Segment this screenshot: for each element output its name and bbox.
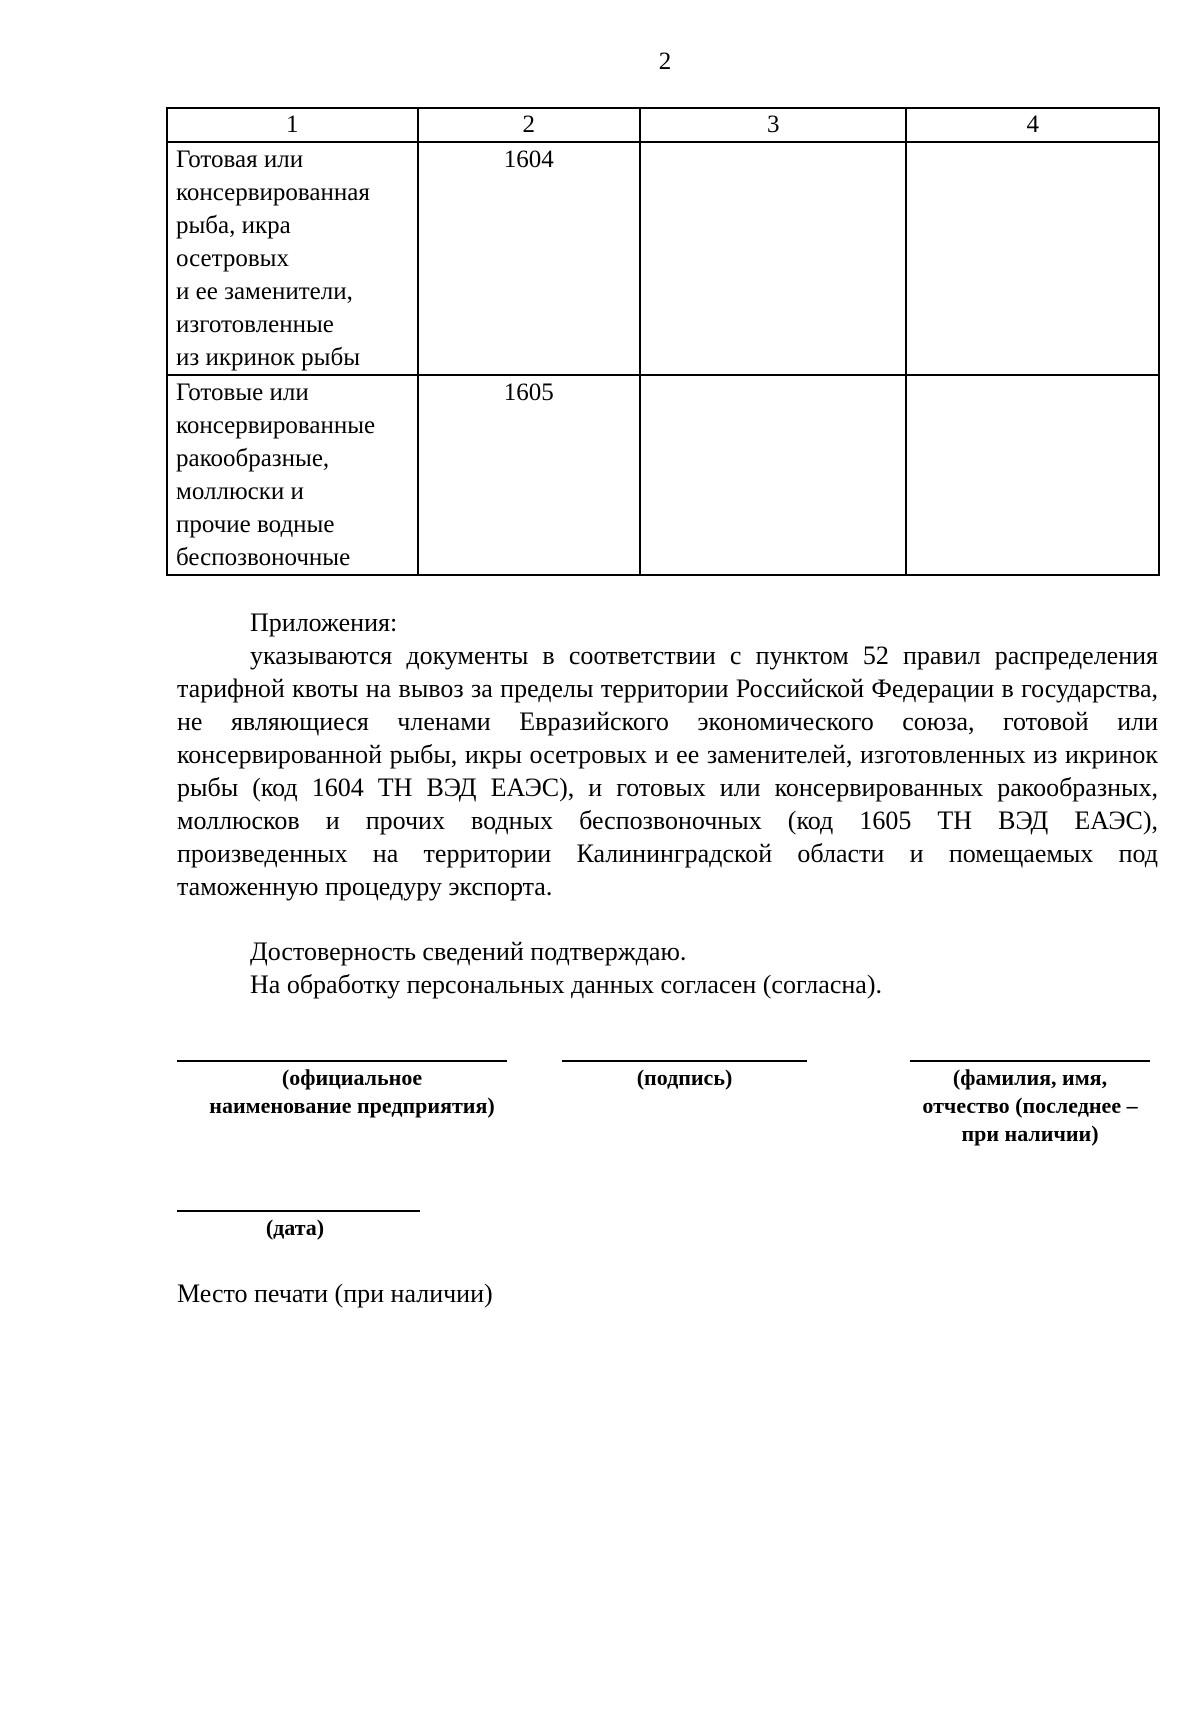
stamp-place: Место печати (при наличии)	[177, 1279, 493, 1308]
date-signature-line	[177, 1210, 420, 1212]
header-cell-3: 3	[640, 108, 907, 142]
attachments-text: указываются документы в соответствии с пунктом 52 правил распределения тарифной квоты на вывоз за пределы территории Российской Федерации в государства, не являющиеся членами Евразийского экономического союза, готовой или консервированной рыбы, икры осетровых и ее заменителей, изготовленных из икринок рыбы (код 1604 ТН ВЭД ЕАЭС), и готовых или консервированных ракообразных, моллюсков и прочих водных беспозвоночных (код 1605 ТН ВЭД ЕАЭС), произведенных на территории Калининградской области и помещаемых под таможенную процедуру экспорта.	[177, 641, 1158, 901]
value-cell-3	[640, 142, 907, 375]
confirm-statement: Достоверность сведений подтверждаю.	[250, 937, 687, 966]
value-cell-4	[906, 142, 1159, 375]
value-cell-3	[640, 375, 907, 575]
fio-signature-line	[910, 1060, 1150, 1062]
consent-statement: На обработку персональных данных согласен (согласна).	[250, 970, 882, 999]
product-code-cell: 1605	[418, 375, 640, 575]
value-cell-4	[906, 375, 1159, 575]
header-cell-4: 4	[906, 108, 1159, 142]
org-caption: (официальное наименование предприятия)	[209, 1065, 495, 1118]
org-signature-line	[177, 1060, 507, 1062]
date-caption: (дата)	[265, 1215, 325, 1240]
table-row	[167, 142, 1159, 375]
attachments-title: Приложения:	[250, 608, 398, 637]
table-header-row	[167, 108, 1159, 142]
fio-caption: (фамилия, имя, отчество (последнее – при наличии)	[922, 1065, 1138, 1146]
table-row	[167, 375, 1159, 575]
product-name-cell: Готовые или консервированные ракообразные, моллюски и прочие водные беспозвоночные	[167, 375, 418, 575]
product-name-cell: Готовая или консервированная рыба, икра осетровых и ее заменители, изготовленные из икринок рыбы	[167, 142, 418, 375]
header-cell-2: 2	[418, 108, 640, 142]
page-number: 2	[658, 48, 672, 75]
goods-table	[166, 107, 1160, 576]
product-code-cell: 1604	[418, 142, 640, 375]
sign-caption: (подпись)	[636, 1065, 733, 1090]
sign-signature-line	[562, 1060, 807, 1062]
header-cell-1: 1	[167, 108, 418, 142]
